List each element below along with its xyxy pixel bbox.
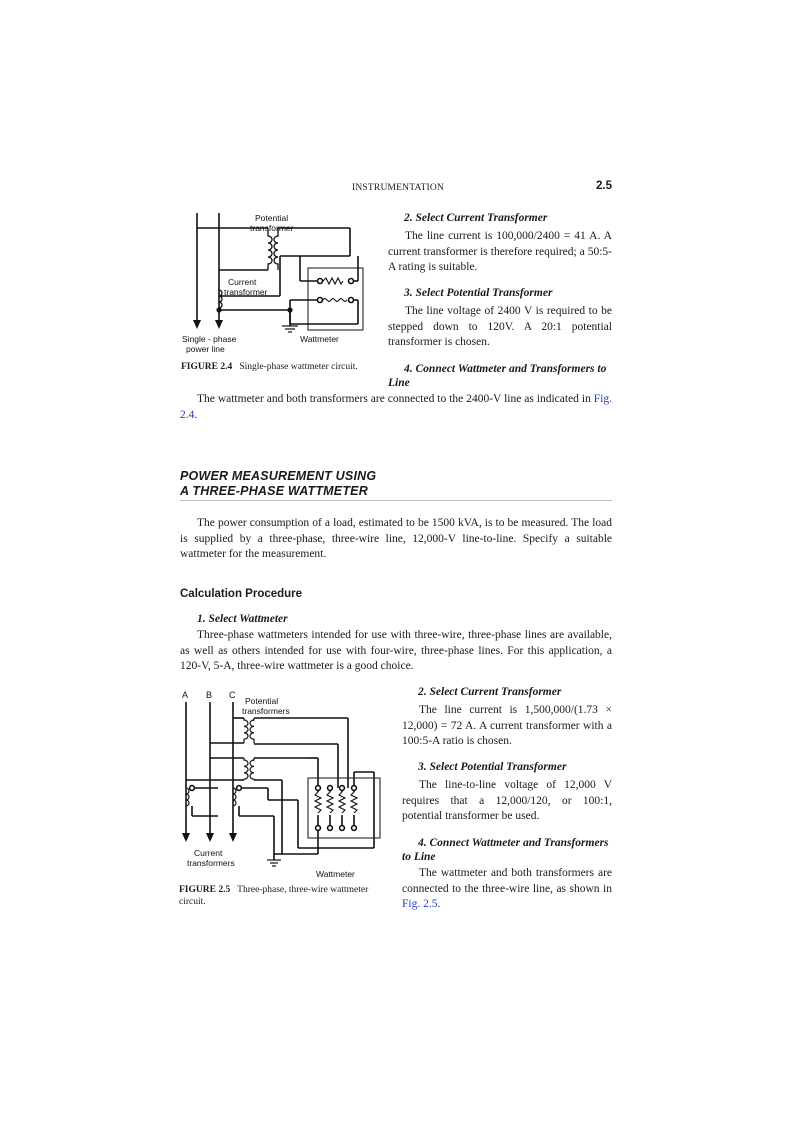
bottom-step4-title: 4. Connect Wattmeter and Transformers to Line — [402, 837, 609, 863]
step1-text: Three-phase wattmeters intended for use with three-wire, three-phase lines are available, as well as others intended for use with four-wire, three-phase lines. For this application, a 120-V, 5-A, three-wire wattmeter is a good choice. — [180, 629, 612, 672]
figure-2-5-caption-label: FIGURE 2.5 — [179, 885, 231, 895]
bottom-step4-paragraph — [402, 866, 612, 913]
figure-2-4-caption-label: FIGURE 2.4 — [181, 362, 233, 372]
step1-title: 1. Select Wattmeter — [197, 613, 288, 625]
wattmeter-box — [308, 268, 363, 330]
fig24-label-potential-1: Potential — [255, 213, 289, 223]
fig24-label-line-2: power line — [186, 344, 225, 354]
top-step2-text: The line current is 100,000/2400 = 41 A. A current transformer is therefore required; a 50:5-A rating is suitable. — [388, 230, 612, 273]
bottom-step3-text: The line-to-line voltage of 12,000 V requires that a 12,000/120, or 100:1, potential transformer be used. — [402, 779, 612, 822]
fig24-label-current-2: transformer — [224, 287, 268, 297]
potential-primary-coil — [268, 228, 272, 270]
fig25-label-current-1: Current — [194, 848, 223, 858]
wattmeter-connection-end: . — [194, 408, 198, 421]
bottom-step2-title: 2. Select Current Transformer — [418, 686, 562, 698]
fig25-label-b: B — [206, 690, 213, 700]
wattmeter-connection-text: The wattmeter and both transformers are connected to the 2400-V line as indicated in — [197, 393, 594, 405]
fig25-label-wattmeter: Wattmeter — [316, 869, 355, 879]
top-step4-title: 4. Connect Wattmeter and Transformers to Line — [388, 363, 607, 389]
fig24-label-wattmeter: Wattmeter — [300, 334, 339, 344]
section-title-line-2: A THREE-PHASE WATTMETER — [180, 484, 368, 498]
section-rule — [180, 500, 612, 501]
fig25-label-current-2: transformers — [187, 858, 235, 868]
bottom-step2-text: The line current is 1,500,000/(1.73 × 12,000) = 72 A. A current transformer with a 100:5-A ratio is chosen. — [402, 704, 612, 747]
figure-2-5-caption — [179, 884, 389, 908]
fig25-label-c: C — [229, 690, 236, 700]
fig25-label-a: A — [182, 690, 189, 700]
figure-2-5-caption-text: Three-phase, three-wire wattmeter circuit. — [179, 885, 369, 907]
figure-2-4-caption-text: Single-phase wattmeter circuit. — [239, 362, 358, 372]
problem-statement: The power consumption of a load, estimated to be 1500 kVA, is to be measured. The load is supplied by a three-phase, three-wire line, 12,000-V line-to-line. Specify a suitable wattmeter for the measurement. — [180, 517, 612, 560]
fig25-label-potential-2: transformers — [242, 706, 290, 716]
top-step3-text: The line voltage of 2400 V is required to be stepped down to 120V. A 20:1 potential transformer is chosen. — [388, 305, 612, 348]
wattmeter-connection-paragraph — [180, 392, 612, 423]
fig-2-5-link[interactable]: Fig. 2.5 — [402, 898, 438, 910]
bottom-step4-end: . — [437, 898, 441, 910]
fig24-label-line-1: Single - phase — [182, 334, 237, 344]
figure-2-4-diagram — [180, 208, 380, 360]
fig24-label-potential-2: transformer — [250, 223, 294, 233]
calculation-procedure-heading: Calculation Procedure — [180, 588, 303, 600]
fig24-label-current-1: Current — [228, 277, 257, 287]
potential-secondary-coil — [274, 228, 278, 270]
figure-2-5-diagram — [178, 688, 388, 880]
top-step2-title: 2. Select Current Transformer — [404, 212, 548, 224]
section-title-line-1: POWER MEASUREMENT USING — [180, 469, 377, 483]
bottom-step4-text: The wattmeter and both transformers are connected to the three-wire line, as shown in — [402, 867, 612, 895]
top-step3-title: 3. Select Potential Transformer — [404, 287, 553, 299]
figure-2-4-caption — [181, 361, 381, 373]
fig25-label-potential-1: Potential — [245, 696, 279, 706]
bottom-step3-title: 3. Select Potential Transformer — [418, 761, 567, 773]
fig-2-4-link[interactable]: Fig. 2.4 — [180, 393, 612, 421]
running-header-title: INSTRUMENTATION — [352, 183, 444, 193]
page-number: 2.5 — [596, 180, 612, 192]
